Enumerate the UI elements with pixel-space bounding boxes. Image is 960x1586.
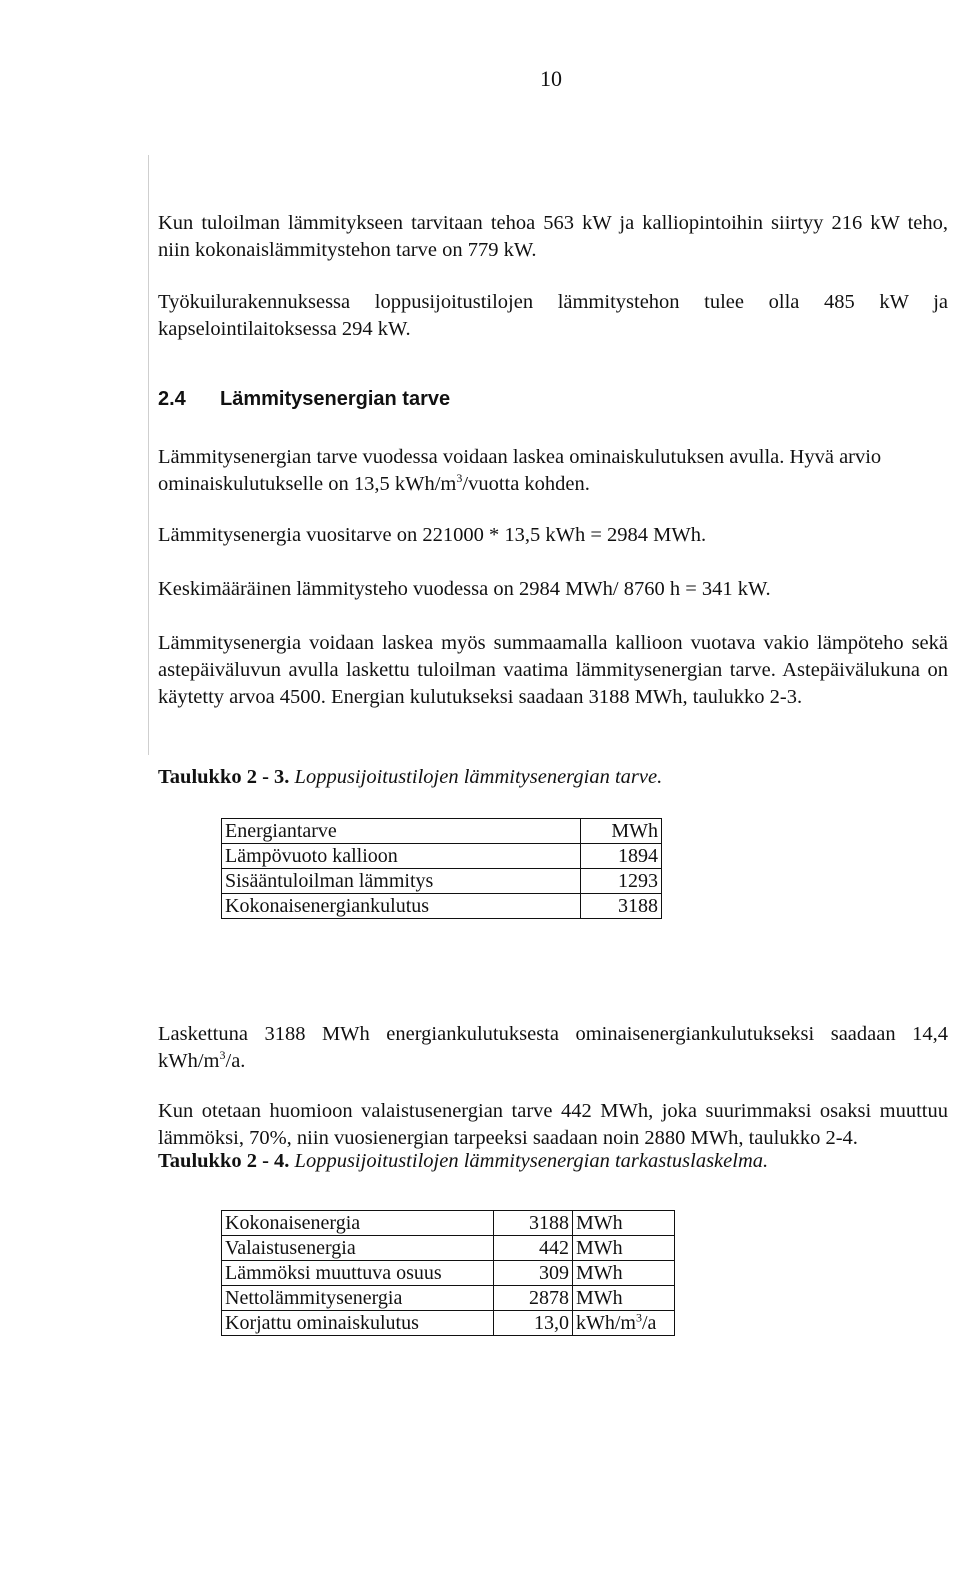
table-row <box>222 1211 675 1236</box>
row-label: Korjattu ominaiskulutus <box>222 1311 494 1336</box>
row-value: 1293 <box>581 869 662 894</box>
caption-label: Taulukko 2 - 3. <box>158 766 290 788</box>
row-unit <box>573 1311 675 1336</box>
superscript: 3 <box>219 1048 226 1063</box>
row-label: Kokonaisenergiankulutus <box>222 894 581 919</box>
check-calculation-table <box>221 1210 675 1336</box>
paragraph-shaft-building: Työkuilurakennuksessa loppusijoitustilojen lämmitystehon tulee olla 485 kW ja kapselointilaitoksessa 294 kW. <box>158 291 948 340</box>
row-label: Sisääntuloilman lämmitys <box>222 869 581 894</box>
header-label: Energiantarve <box>222 819 581 844</box>
paragraph-specific-consumption <box>158 444 948 498</box>
paragraph-annual-energy: Lämmitysenergia vuositarve on 221000 * 13,5 kWh = 2984 MWh. <box>158 524 707 546</box>
text-run: /a. <box>225 1050 246 1072</box>
table-row <box>222 1311 675 1336</box>
energy-demand-table <box>221 818 662 919</box>
margin-rule <box>148 155 149 755</box>
paragraph-specific-result <box>158 1021 948 1075</box>
caption-text: Loppusijoitustilojen lämmitysenergian tarkastuslaskelma. <box>294 1150 769 1172</box>
table-row <box>222 894 662 919</box>
text-run: Laskettuna 3188 MWh energiankulutuksesta ominaisenergiankulutukseksi saadaan 14,4 kWh/m <box>158 1023 948 1072</box>
row-value: 1894 <box>581 844 662 869</box>
section-title: Lämmitysenergian tarve <box>220 388 451 410</box>
caption-text: Loppusijoitustilojen lämmitysenergian tarve. <box>294 766 663 788</box>
section-heading <box>158 388 450 411</box>
row-unit: MWh <box>573 1261 675 1286</box>
paragraph-lighting-energy: Kun otetaan huomioon valaistusenergian tarve 442 MWh, joka suurimmaksi osaksi muuttuu lämmöksi, 70%, niin vuosienergian tarpeeksi saadaan noin 2880 MWh, taulukko 2-4. <box>158 1100 948 1149</box>
table-row <box>222 844 662 869</box>
row-unit: MWh <box>573 1211 675 1236</box>
paragraph-average-power: Keskimääräinen lämmitysteho vuodessa on 2984 MWh/ 8760 h = 341 kW. <box>158 578 771 600</box>
table-caption-2-4 <box>158 1150 768 1173</box>
paragraph-degree-days: Lämmitysenergia voidaan laskea myös summaamalla kallioon vuotava vakio lämpöteho sekä astepäiväluvun avulla laskettu tuloilman vaatima lämmitysenergian tarve. Astepäivälukuna on käytetty arvoa 4500. Energian kulutukseksi saadaan 3188 MWh, taulukko 2-3. <box>158 632 948 708</box>
unit-text: /a <box>642 1312 657 1334</box>
row-label: Valaistusenergia <box>222 1236 494 1261</box>
row-value: 2878 <box>494 1286 573 1311</box>
row-value: 3188 <box>494 1211 573 1236</box>
header-unit: MWh <box>581 819 662 844</box>
text-run: /vuotta kohden. <box>462 473 590 495</box>
row-value: 3188 <box>581 894 662 919</box>
row-label: Nettolämmitysenergia <box>222 1286 494 1311</box>
row-unit: MWh <box>573 1286 675 1311</box>
row-unit: MWh <box>573 1236 675 1261</box>
table-caption-2-3 <box>158 766 662 789</box>
table-row <box>222 1261 675 1286</box>
table-row <box>222 1286 675 1311</box>
unit-text: kWh/m <box>576 1312 636 1334</box>
row-label: Lämmöksi muuttuva osuus <box>222 1261 494 1286</box>
paragraph-heating-power: Kun tuloilman lämmitykseen tarvitaan tehoa 563 kW ja kalliopintoihin siirtyy 216 kW teho, niin kokonaislämmitystehon tarve on 779 kW. <box>158 212 948 261</box>
table-row <box>222 869 662 894</box>
section-number: 2.4 <box>158 388 186 410</box>
page-number: 10 <box>540 66 562 91</box>
row-label: Kokonaisenergia <box>222 1211 494 1236</box>
table-row <box>222 1236 675 1261</box>
row-value: 442 <box>494 1236 573 1261</box>
row-label: Lämpövuoto kallioon <box>222 844 581 869</box>
row-value: 309 <box>494 1261 573 1286</box>
superscript: 3 <box>636 1310 642 1325</box>
superscript: 3 <box>456 471 463 486</box>
text-run: Lämmitysenergian tarve vuodessa voidaan laskea ominaiskulutuksen avulla. Hyvä arvio ominaiskulutukselle on 13,5 kWh/m <box>158 446 882 495</box>
caption-label: Taulukko 2 - 4. <box>158 1150 290 1172</box>
table-header-row <box>222 819 662 844</box>
row-value: 13,0 <box>494 1311 573 1336</box>
